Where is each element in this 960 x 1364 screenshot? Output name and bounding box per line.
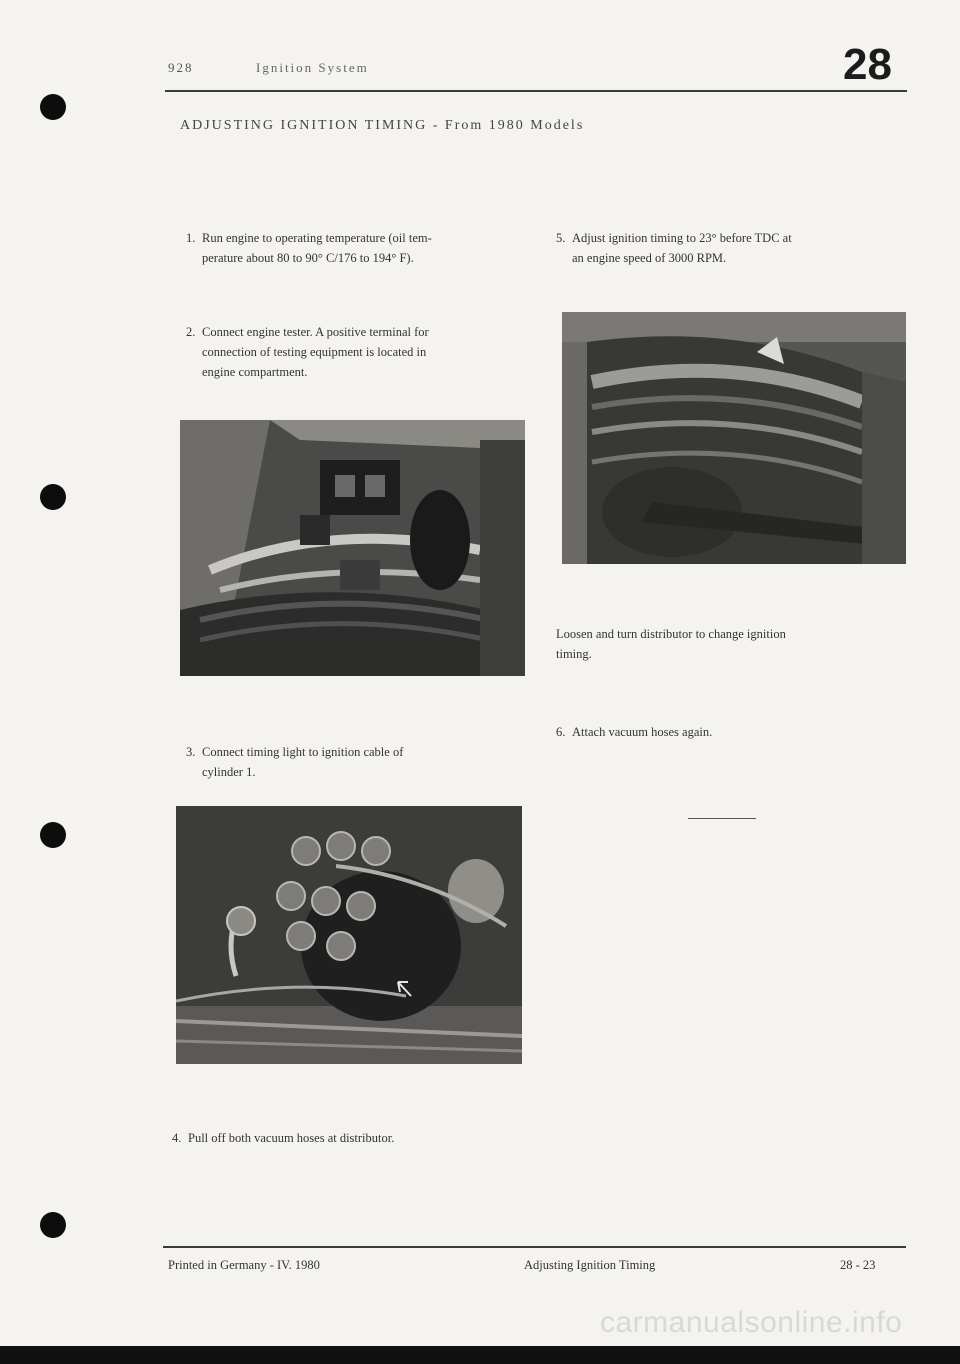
step-number: 1. [186, 231, 196, 245]
step-2 [186, 322, 531, 382]
step-1 [186, 228, 531, 268]
step-3 [186, 742, 531, 782]
end-rule [688, 818, 756, 819]
header-rule [165, 90, 907, 92]
binder-hole [40, 1212, 66, 1238]
step-text: Connect engine tester. A positive terminal for [202, 325, 429, 339]
binder-hole [40, 822, 66, 848]
footer-page-number: 28 - 23 [840, 1258, 876, 1272]
step-text: Attach vacuum hoses again. [572, 725, 713, 739]
step-text: engine compartment. [202, 365, 308, 379]
step-6 [556, 722, 896, 742]
step-text: connection of testing equipment is located in [202, 345, 427, 359]
note-text: Loosen and turn distributor to change ignition [556, 627, 786, 641]
footer-printed: Printed in Germany - IV. 1980 [168, 1258, 320, 1272]
adjustment-note [556, 624, 896, 664]
step-text: Connect timing light to ignition cable of [202, 745, 404, 759]
binder-hole [40, 484, 66, 510]
page-title: ADJUSTING IGNITION TIMING - From 1980 Models [180, 118, 585, 133]
watermark: carmanualsonline.info [600, 1306, 903, 1339]
step-text: perature about 80 to 90° C/176 to 194° F). [202, 251, 414, 265]
footer-section: Adjusting Ignition Timing [524, 1258, 656, 1272]
distributor-photo [176, 806, 522, 1064]
step-number: 6. [556, 725, 566, 739]
chapter-number: 28 [843, 40, 892, 89]
system-name: Ignition System [256, 60, 369, 75]
step-text: Pull off both vacuum hoses at distributor. [188, 1131, 395, 1145]
step-text: Adjust ignition timing to 23° before TDC at [572, 231, 792, 245]
step-text: cylinder 1. [202, 765, 256, 779]
timing-marks-photo [562, 312, 906, 564]
step-text: Run engine to operating temperature (oil tem- [202, 231, 432, 245]
step-text: an engine speed of 3000 RPM. [572, 251, 727, 265]
step-number: 2. [186, 325, 196, 339]
footer-rule [163, 1246, 906, 1248]
step-number: 3. [186, 745, 196, 759]
step-4 [172, 1128, 532, 1148]
bottom-scan-edge [0, 1346, 960, 1364]
step-5 [556, 228, 896, 268]
step-number: 5. [556, 231, 566, 245]
note-text: timing. [556, 647, 592, 661]
engine-compartment-photo [180, 420, 525, 676]
step-number: 4. [172, 1131, 182, 1145]
model-number: 928 [168, 60, 194, 75]
binder-hole [40, 94, 66, 120]
